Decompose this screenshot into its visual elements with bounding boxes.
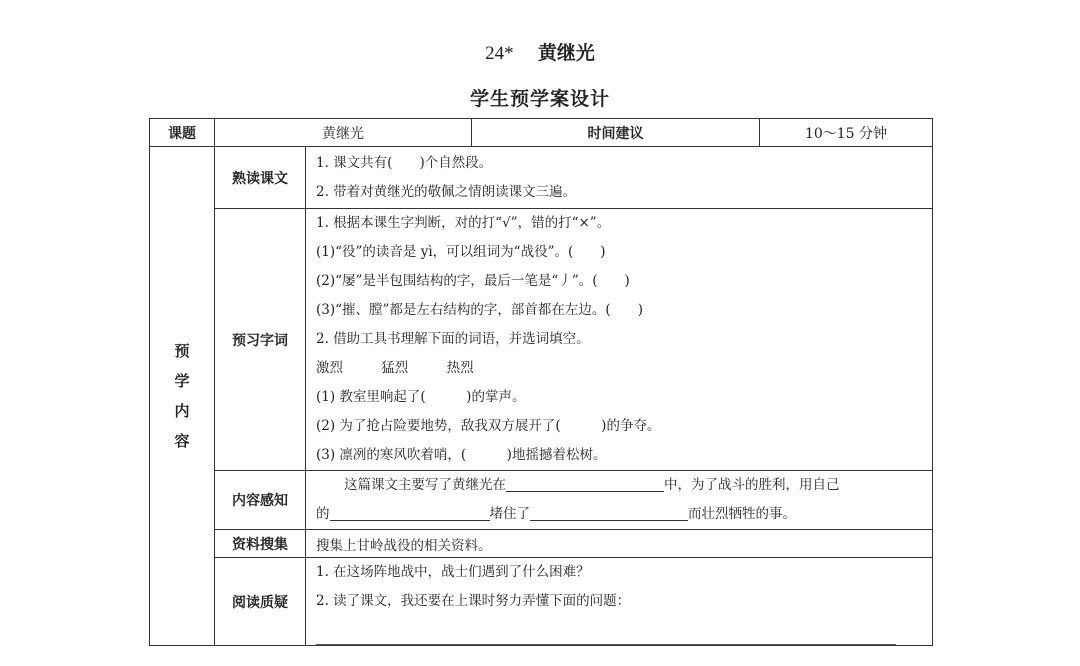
- time-label: 时间建议: [472, 119, 760, 147]
- lesson-title: [0, 38, 1080, 65]
- side-char: 学: [174, 372, 190, 390]
- side-char: 预: [174, 342, 190, 360]
- summary-content: [306, 471, 933, 530]
- vocab-line: 1. 根据本课生字判断，对的打“√”，错的打“×”。: [316, 215, 611, 231]
- summary-text: 中，为了战斗的胜利，用自己: [664, 477, 840, 493]
- vocab-line: (2)“屡”是半包围结构的字，最后一笔是“丿”。( ): [316, 273, 630, 289]
- vocab-line: (3)“摧、膛”都是左右结构的字，部首都在左边。( ): [316, 302, 643, 318]
- fill-blank[interactable]: [330, 502, 490, 521]
- materials-label: 资料搜集: [215, 530, 306, 558]
- reading-line: 1. 课文共有( )个自然段。: [316, 154, 493, 171]
- topic-label: 课题: [150, 119, 215, 147]
- time-value: 10～15 分钟: [760, 119, 933, 147]
- word-choice: 热烈: [446, 360, 474, 376]
- lesson-number: 24*: [485, 43, 514, 64]
- reading-line: 2. 带着对黄继光的敬佩之情朗读课文三遍。: [316, 183, 577, 200]
- fill-line: (1) 教室里响起了( )的掌声。: [316, 389, 526, 405]
- side-char: 内: [174, 402, 190, 420]
- summary-line: [316, 500, 922, 529]
- fill-line: (2) 为了抢占险要地势，敌我双方展开了( )的争夺。: [316, 418, 661, 434]
- question-line: 1. 在这场阵地战中，战士们遇到了什么困难？: [316, 564, 590, 580]
- vocab-line: 2. 借助工具书理解下面的词语，并选词填空。: [316, 331, 590, 347]
- summary-text: 的: [316, 506, 330, 522]
- word-choice: 激烈: [316, 360, 343, 376]
- question-line: 2. 读了课文，我还要在上课时努力弄懂下面的问题：: [316, 593, 631, 609]
- word-choices: [316, 354, 922, 383]
- summary-text: 堵住了: [489, 506, 530, 522]
- side-char: 容: [174, 432, 190, 450]
- summary-line: [316, 471, 922, 500]
- summary-text: 而壮烈牺牲的事。: [688, 506, 796, 522]
- word-choice: 猛烈: [381, 360, 409, 376]
- summary-label: 内容感知: [215, 471, 306, 530]
- materials-content: 搜集上甘岭战役的相关资料。: [306, 530, 933, 558]
- fill-line: (3) 凛冽的寒风吹着哨，( )地摇撼着松树。: [316, 447, 607, 463]
- summary-text: 这篇课文主要写了黄继光在: [344, 477, 506, 493]
- preview-table: [149, 118, 933, 646]
- vocab-line: (1)“役”的读音是 yì，可以组词为“战役”。( ): [316, 244, 606, 260]
- questions-content: [306, 558, 933, 646]
- reading-label: 熟读课文: [215, 147, 306, 209]
- reading-content: [306, 147, 933, 209]
- questions-label: 阅读质疑: [215, 558, 306, 646]
- side-label: [150, 147, 215, 646]
- topic-value: 黄继光: [215, 119, 472, 147]
- fill-blank[interactable]: [530, 502, 688, 521]
- lesson-name: 黄继光: [537, 42, 595, 64]
- vocab-label: 预习字词: [215, 209, 306, 471]
- worksheet-title: 学生预学案设计: [469, 88, 610, 110]
- answer-line[interactable]: [316, 624, 896, 645]
- fill-blank[interactable]: [506, 473, 664, 492]
- vocab-content: [306, 209, 933, 471]
